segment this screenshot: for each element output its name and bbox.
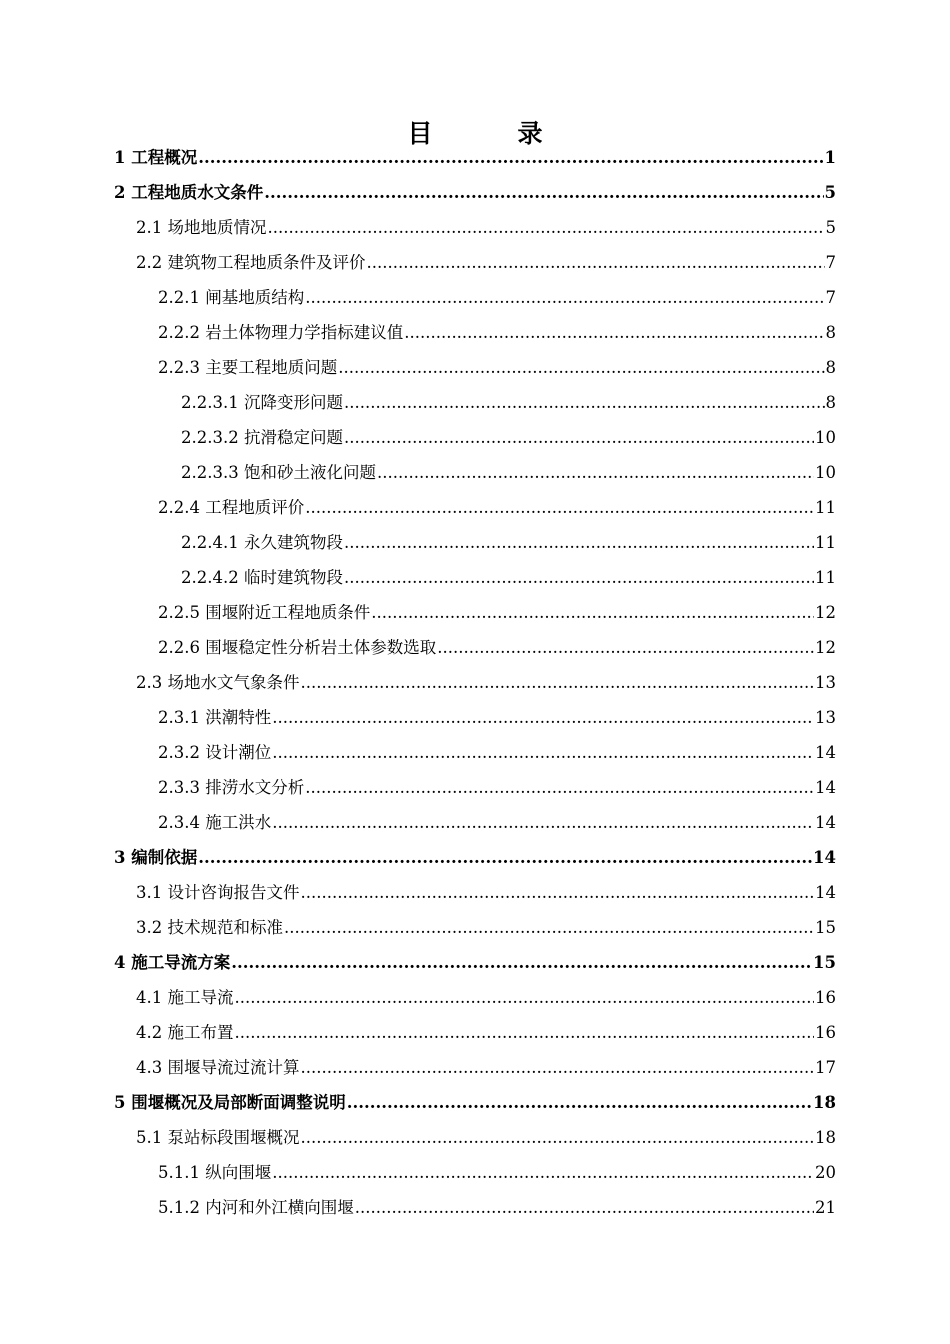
- toc-entry-label: 2.3.2 设计潮位: [158, 743, 272, 762]
- toc-entry-page-number: 12: [815, 603, 836, 622]
- toc-leader-dots: [272, 813, 814, 833]
- toc-entry[interactable]: [0, 488, 836, 518]
- toc-entry-label: 1 工程概况: [114, 148, 198, 167]
- toc-leader-dots: [198, 848, 812, 868]
- toc-leader-dots: [371, 603, 814, 623]
- toc-leader-dots: [305, 498, 814, 518]
- toc-leader-dots: [268, 218, 825, 238]
- toc-leader-dots: [344, 568, 814, 588]
- toc-entry-page-number: 21: [815, 1198, 836, 1217]
- toc-entry[interactable]: [0, 593, 836, 623]
- toc-leader-dots: [344, 533, 814, 553]
- toc-leader-dots: [272, 743, 814, 763]
- toc-entry-label: 2.2.4 工程地质评价: [158, 498, 305, 517]
- toc-entry-page-number: 10: [815, 463, 836, 482]
- toc-entry-label: 4.1 施工导流: [136, 988, 234, 1007]
- toc-leader-dots: [355, 1198, 814, 1218]
- toc-leader-dots: [338, 358, 824, 378]
- toc-entry[interactable]: [0, 908, 836, 938]
- toc-entry[interactable]: [0, 1013, 836, 1043]
- toc-leader-dots: [344, 428, 814, 448]
- toc-leader-dots: [264, 183, 823, 203]
- toc-leader-dots: [437, 638, 814, 658]
- toc-entry-page-number: 11: [815, 568, 836, 587]
- toc-leader-dots: [301, 1058, 815, 1078]
- toc-leader-dots: [305, 288, 824, 308]
- toc-entry[interactable]: [0, 1118, 836, 1148]
- toc-entry-page-number: 14: [815, 883, 836, 902]
- toc-leader-dots: [231, 953, 812, 973]
- toc-entry[interactable]: [0, 278, 836, 308]
- toc-entry-page-number: 16: [815, 988, 836, 1007]
- toc-entry-page-number: 12: [815, 638, 836, 657]
- toc-entry[interactable]: [0, 1048, 836, 1078]
- toc-entry-label: 3 编制依据: [114, 848, 198, 867]
- toc-leader-dots: [305, 778, 814, 798]
- toc-entry-label: 2.3.3 排涝水文分析: [158, 778, 305, 797]
- toc-leader-dots: [272, 708, 814, 728]
- toc-entry[interactable]: [0, 1153, 836, 1183]
- toc-entry-label: 2.3.4 施工洪水: [158, 813, 272, 832]
- toc-entry-page-number: 14: [815, 743, 836, 762]
- toc-title: 目 录: [407, 119, 573, 148]
- toc-entry-label: 4.3 围堰导流过流计算: [136, 1058, 300, 1077]
- toc-entry[interactable]: [0, 1083, 836, 1113]
- toc-entry[interactable]: [0, 628, 836, 658]
- toc-entry[interactable]: [0, 138, 836, 168]
- toc-entry[interactable]: [0, 173, 836, 203]
- toc-entry-label: 5.1.2 内河和外江横向围堰: [158, 1198, 354, 1217]
- toc-entry-label: 2.2.4.1 永久建筑物段: [181, 533, 343, 552]
- toc-entry-label: 3.1 设计咨询报告文件: [136, 883, 300, 902]
- toc-leader-dots: [347, 1093, 812, 1113]
- toc-leader-dots: [301, 883, 815, 903]
- toc-entry-page-number: 13: [815, 673, 836, 692]
- toc-entry[interactable]: [0, 1188, 836, 1218]
- toc-entry[interactable]: [0, 208, 836, 238]
- toc-entry-page-number: 14: [813, 848, 836, 867]
- toc-leader-dots: [301, 1128, 815, 1148]
- toc-entry-page-number: 14: [815, 778, 836, 797]
- toc-entry-label: 2.1 场地地质情况: [136, 218, 267, 237]
- toc-leader-dots: [404, 323, 824, 343]
- toc-entry-label: 3.2 技术规范和标准: [136, 918, 283, 937]
- toc-entry-page-number: 14: [815, 813, 836, 832]
- toc-entry[interactable]: [0, 313, 836, 343]
- toc-entry[interactable]: [0, 348, 836, 378]
- toc-entry-page-number: 10: [815, 428, 836, 447]
- toc-entry-page-number: 20: [815, 1163, 836, 1182]
- toc-entry-label: 2.2.6 围堰稳定性分析岩土体参数选取: [158, 638, 437, 657]
- toc-entry-page-number: 18: [813, 1093, 836, 1112]
- toc-entry-label: 2.2.3.1 沉降变形问题: [181, 393, 343, 412]
- toc-entry-label: 2.2.1 闸基地质结构: [158, 288, 305, 307]
- toc-entry[interactable]: [0, 663, 836, 693]
- toc-entry-page-number: 1: [824, 148, 836, 167]
- toc-entry-label: 2.2 建筑物工程地质条件及评价: [136, 253, 366, 272]
- toc-entry[interactable]: [0, 838, 836, 868]
- toc-entry-page-number: 5: [825, 218, 836, 237]
- toc-entry-label: 5 围堰概况及局部断面调整说明: [114, 1093, 346, 1112]
- toc-entry-page-number: 5: [824, 183, 836, 202]
- toc-leader-dots: [367, 253, 825, 273]
- toc-entry[interactable]: [0, 873, 836, 903]
- toc-entry-label: 2.2.2 岩土体物理力学指标建议值: [158, 323, 404, 342]
- toc-entry[interactable]: [0, 943, 836, 973]
- toc-entry[interactable]: [0, 418, 836, 448]
- toc-entry[interactable]: [0, 768, 836, 798]
- toc-entry-label: 4 施工导流方案: [114, 953, 231, 972]
- toc-leader-dots: [284, 918, 814, 938]
- toc-entry-label: 2 工程地质水文条件: [114, 183, 264, 202]
- toc-leader-dots: [301, 673, 815, 693]
- toc-entry-label: 2.2.3.2 抗滑稳定问题: [181, 428, 343, 447]
- toc-entry-page-number: 8: [825, 358, 836, 377]
- toc-entry-label: 2.2.3 主要工程地质问题: [158, 358, 338, 377]
- toc-entry-page-number: 15: [815, 918, 836, 937]
- toc-entry[interactable]: [0, 733, 836, 763]
- toc-entry-page-number: 15: [813, 953, 836, 972]
- toc-leader-dots: [198, 148, 823, 168]
- toc-entry-page-number: 13: [815, 708, 836, 727]
- toc-entry-page-number: 8: [825, 393, 836, 412]
- toc-entry-label: 2.2.3.3 饱和砂土液化问题: [181, 463, 376, 482]
- toc-entry[interactable]: [0, 383, 836, 413]
- toc-entry-page-number: 7: [825, 288, 836, 307]
- toc-entry-label: 2.3.1 洪潮特性: [158, 708, 272, 727]
- toc-entry[interactable]: [0, 698, 836, 728]
- toc-entry-label: 2.3 场地水文气象条件: [136, 673, 300, 692]
- toc-entry-label: 4.2 施工布置: [136, 1023, 234, 1042]
- toc-entry[interactable]: [0, 978, 836, 1008]
- toc-entry-page-number: 16: [815, 1023, 836, 1042]
- toc-entry[interactable]: [0, 523, 836, 553]
- toc-entry[interactable]: [0, 453, 836, 483]
- toc-entry-page-number: 17: [815, 1058, 836, 1077]
- toc-entry[interactable]: [0, 803, 836, 833]
- toc-leader-dots: [344, 393, 825, 413]
- toc-entry[interactable]: [0, 243, 836, 273]
- toc-entry-page-number: 18: [815, 1128, 836, 1147]
- toc-entry-page-number: 11: [815, 498, 836, 517]
- toc-entry-label: 5.1.1 纵向围堰: [158, 1163, 272, 1182]
- toc-leader-dots: [272, 1163, 814, 1183]
- toc-leader-dots: [235, 1023, 815, 1043]
- toc-leader-dots: [377, 463, 814, 483]
- toc-entry-label: 5.1 泵站标段围堰概况: [136, 1128, 300, 1147]
- toc-entry[interactable]: [0, 558, 836, 588]
- toc-entry-page-number: 8: [825, 323, 836, 342]
- toc-entry-label: 2.2.4.2 临时建筑物段: [181, 568, 343, 587]
- toc-entry-page-number: 7: [825, 253, 836, 272]
- toc-leader-dots: [235, 988, 815, 1008]
- toc-entry-page-number: 11: [815, 533, 836, 552]
- toc-entry-label: 2.2.5 围堰附近工程地质条件: [158, 603, 371, 622]
